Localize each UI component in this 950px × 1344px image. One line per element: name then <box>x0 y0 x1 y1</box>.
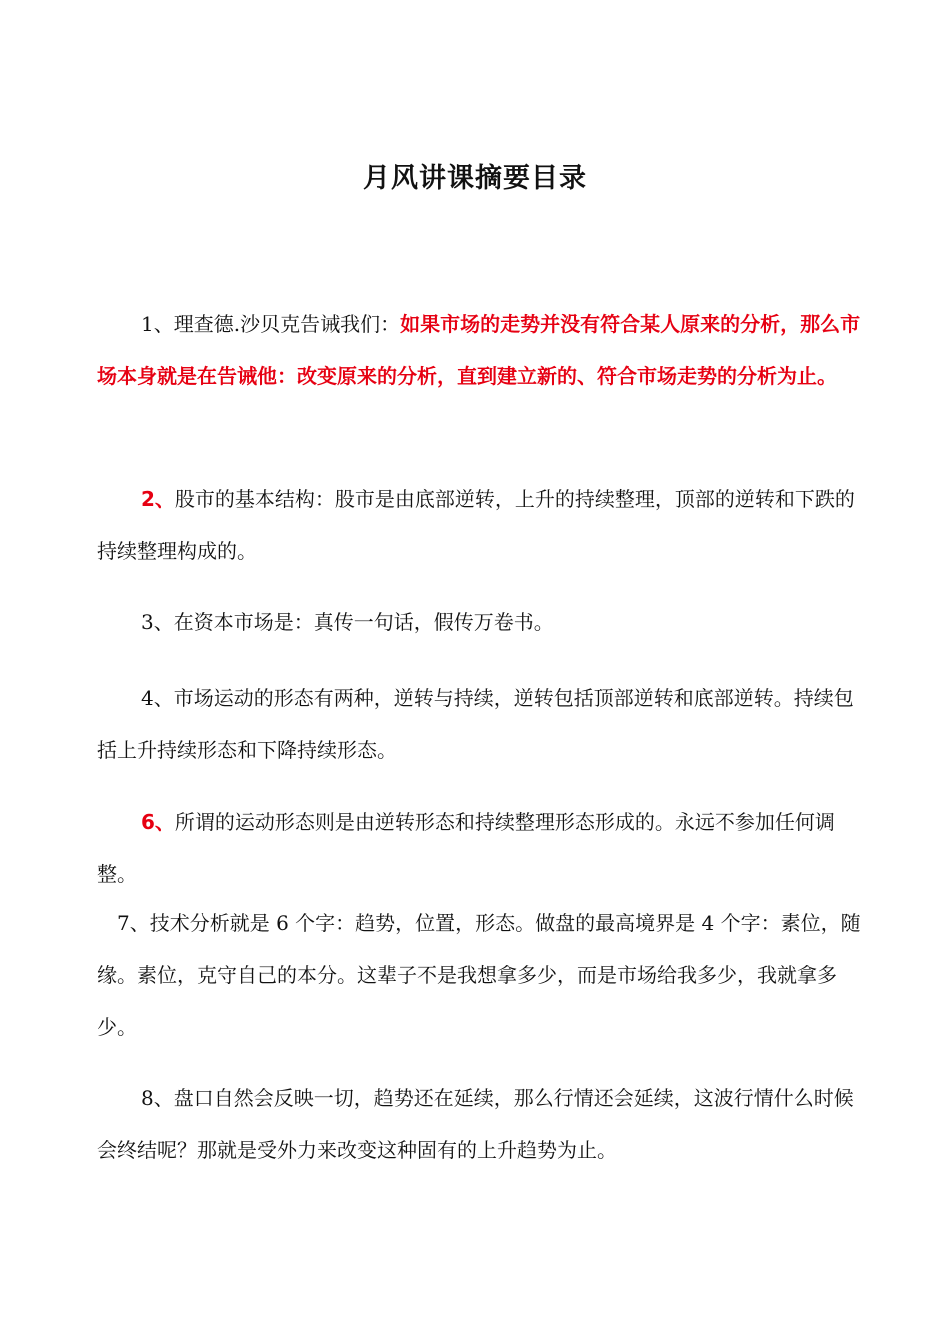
paragraph-3 <box>97 596 873 648</box>
item-text: 市场运动的形态有两种，逆转与持续，逆转包括顶部逆转和底部逆转。持续包括上升持续形态和下降持续形态。 <box>97 686 854 762</box>
page-title: 月风讲课摘要目录 <box>363 163 587 194</box>
paragraph-1 <box>97 298 873 402</box>
paragraph-7 <box>97 897 873 1053</box>
paragraph-6 <box>97 796 873 900</box>
item-number: 2、 <box>141 487 175 511</box>
item-text: 理查德.沙贝克告诫我们： <box>173 312 401 336</box>
item-number: 4、 <box>141 686 174 710</box>
item-highlight: 如果市场的走势并没有符合某人原来的分析，那么市场本身就是在告诫他：改变原来的分析，直到建立新的、符合市场走势的分析为止。 <box>97 312 861 388</box>
item-text: 所谓的运动形态则是由逆转形态和持续整理形态形成的。永远不参加任何调整。 <box>97 810 835 886</box>
item-number: 3、 <box>141 610 174 634</box>
paragraph-8 <box>97 1072 873 1176</box>
item-number: 6、 <box>141 810 175 834</box>
paragraph-2 <box>97 473 873 577</box>
item-text: 技术分析就是 6 个字：趋势，位置，形态。做盘的最高境界是 4 个字：素位，随缘。素位，克守自己的本分。这辈子不是我想拿多少，而是市场给我多少，我就拿多少。 <box>97 911 861 1039</box>
item-text: 在资本市场是：真传一句话，假传万卷书。 <box>173 610 554 634</box>
item-number: 7、 <box>117 911 150 935</box>
item-text: 盘口自然会反映一切，趋势还在延续，那么行情还会延续，这波行情什么时候会终结呢？那就是受外力来改变这种固有的上升趋势为止。 <box>97 1086 854 1162</box>
item-text: 股市的基本结构：股市是由底部逆转，上升的持续整理，顶部的逆转和下跌的持续整理构成的。 <box>97 487 855 563</box>
paragraph-4 <box>97 672 873 776</box>
item-number: 8、 <box>141 1086 174 1110</box>
item-number: 1、 <box>141 312 174 336</box>
